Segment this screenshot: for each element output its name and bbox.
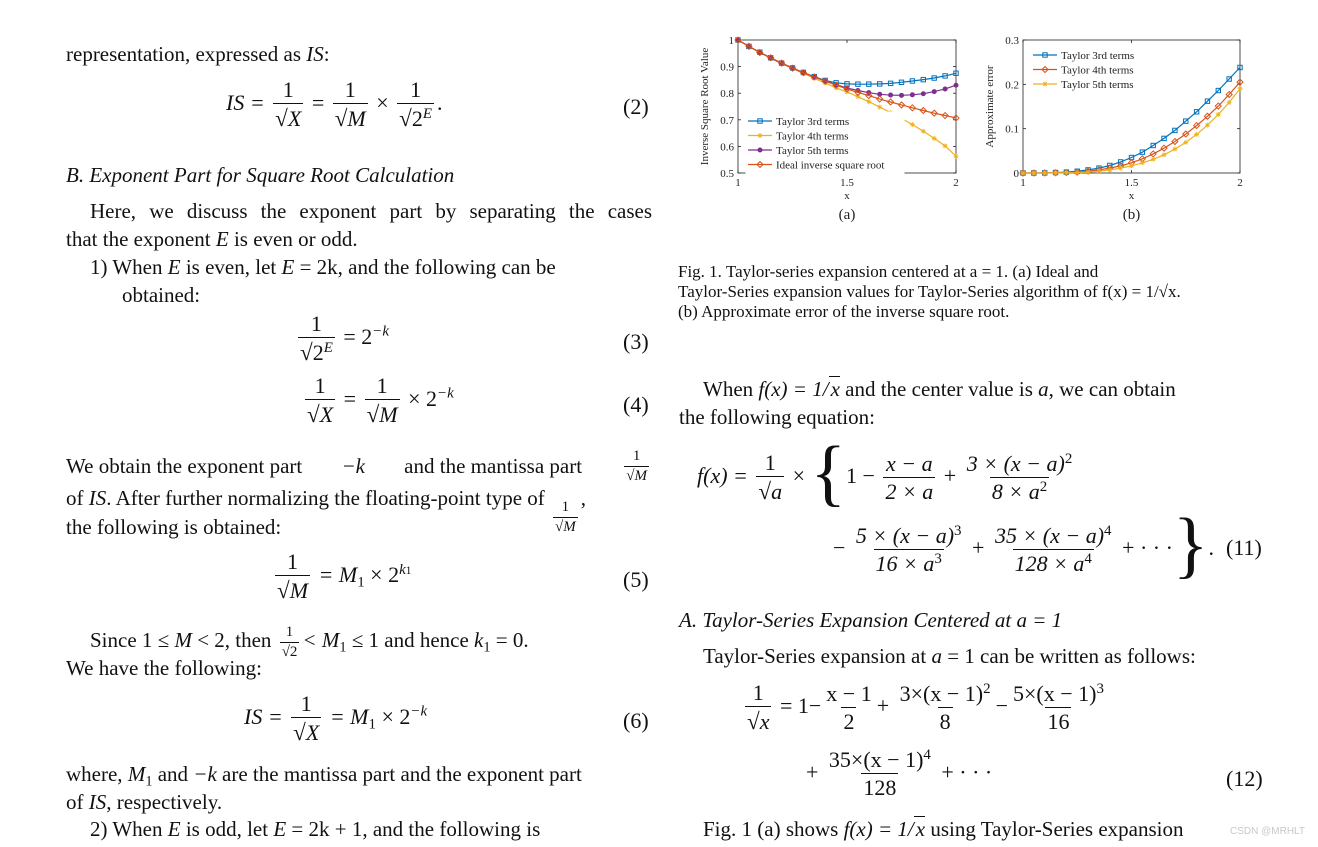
equation-12-label: (12) bbox=[1226, 766, 1263, 791]
y-tick-label: 1 bbox=[728, 35, 734, 47]
chart-panel-b bbox=[984, 35, 1243, 223]
y-axis-label: Approximate error bbox=[984, 65, 996, 148]
equation-11-label: (11) bbox=[1226, 535, 1262, 560]
item1-line1: 1) When E is even, let E = 2k, and the following can be bbox=[90, 255, 556, 279]
equation-12-line1: $\frac{1}{√x}$ = 1− $\frac{x - 1}{2}$ + $\frac{3\times(x - 1)^2}{8}$ − $\frac{5\times(x - 1)^3}{16}$ bbox=[747, 680, 1104, 735]
y-tick-label: 0.2 bbox=[1005, 79, 1019, 92]
y-tick-label: 0.9 bbox=[720, 61, 734, 74]
x-axis-label: x bbox=[844, 190, 850, 202]
data-point bbox=[1140, 160, 1145, 165]
data-point bbox=[1129, 163, 1134, 168]
legend-label: Ideal inverse square root bbox=[776, 159, 885, 172]
data-point bbox=[1064, 170, 1069, 175]
data-point bbox=[921, 92, 925, 96]
legend-label: Taylor 3rd terms bbox=[1061, 50, 1135, 62]
x-tick-label: 1.5 bbox=[840, 177, 854, 189]
data-point bbox=[866, 99, 871, 104]
data-point bbox=[889, 93, 893, 97]
para2-line2: of IS. After further normalizing the floating-point type of $\frac{1}{√M}$ , bbox=[66, 486, 587, 535]
equation-6-label: (6) bbox=[623, 708, 649, 733]
data-point bbox=[1021, 171, 1026, 176]
y-tick-label: 0.1 bbox=[1005, 123, 1019, 136]
data-point bbox=[1096, 169, 1101, 174]
equation-4: $\frac{1}{√X}$ = $\frac{1}{√M}$ × $2^{-k}$ bbox=[307, 373, 454, 428]
equation-2-label: (2) bbox=[623, 94, 649, 119]
legend-marker bbox=[758, 148, 762, 152]
equation-2: IS = $\frac{1}{√X}$ = $\frac{1}{√M}$ × $\frac{1}{√2^E}$ . bbox=[226, 77, 443, 132]
y-axis-label: Inverse Square Root Value bbox=[699, 47, 711, 166]
y-tick-label: 0.3 bbox=[1005, 35, 1019, 47]
equation-11-line2: − $\frac{5 \times (x - a)^3}{16 \times a^3}$ + $\frac{35 \times (x - a)^4}{128 \times a^4}$ + · · ·}. bbox=[833, 504, 1214, 586]
data-point bbox=[921, 129, 926, 134]
data-point bbox=[1031, 171, 1036, 176]
intro-line: representation, expressed as IS: bbox=[66, 42, 330, 66]
legend-label: Taylor 5th terms bbox=[776, 145, 849, 157]
data-point bbox=[932, 90, 936, 94]
right-para1-line2: the following equation: bbox=[679, 405, 875, 429]
section-a-heading: A. Taylor-Series Expansion Centered at a = 1 bbox=[679, 608, 1063, 632]
data-point bbox=[1053, 170, 1058, 175]
data-point bbox=[910, 122, 915, 127]
x-tick-label: 2 bbox=[953, 177, 959, 189]
series-line bbox=[738, 40, 956, 118]
figure-caption-line1: Fig. 1. Taylor-series expansion centered at a = 1. (a) Ideal and bbox=[678, 262, 1099, 281]
watermark: CSDN @MRHLT bbox=[1230, 826, 1305, 837]
data-point bbox=[1075, 170, 1080, 175]
para3-line1: Since 1 ≤ M < 2, then $\frac{1}{√2}$ < $M_1 \le 1$ and hence $k_1 = 0$. bbox=[90, 624, 529, 660]
data-point bbox=[877, 105, 882, 110]
figure-caption-line3: (b) Approximate error of the inverse square root. bbox=[678, 302, 1010, 321]
legend-label: Taylor 4th terms bbox=[1061, 64, 1134, 77]
figure-1 bbox=[676, 28, 1276, 248]
y-tick-label: 0 bbox=[1013, 168, 1019, 180]
data-point bbox=[1216, 112, 1221, 117]
data-point bbox=[954, 83, 958, 87]
para1-line2: that the exponent E is even or odd. bbox=[66, 227, 358, 251]
x-tick-label: 1 bbox=[735, 177, 741, 189]
equation-3: $\frac{1}{√2^E}$ = $2^{-k}$ bbox=[300, 311, 389, 366]
y-tick-label: 0.6 bbox=[720, 141, 734, 154]
data-point bbox=[1194, 132, 1199, 137]
data-point bbox=[943, 87, 947, 91]
section-b-heading: B. Exponent Part for Square Root Calculation bbox=[66, 163, 455, 187]
y-tick-label: 0.5 bbox=[720, 168, 734, 180]
legend-label: Taylor 4th terms bbox=[776, 130, 849, 143]
data-point bbox=[1107, 167, 1112, 172]
para4-line2: of IS, respectively. bbox=[66, 790, 223, 814]
item2-line1: 2) When E is odd, let E = 2k + 1, and the following is bbox=[90, 817, 541, 841]
para1-line1: Here, we discuss the exponent part by separating the cases bbox=[90, 199, 652, 223]
x-axis-label: x bbox=[1128, 190, 1135, 202]
equation-11-line1: f(x) = $\frac{1}{√a}$ × {1 − $\frac{x - a}{2 \times a}$ + $\frac{3 \times (x - a)^2}{8 \times a^2}$ bbox=[697, 432, 1073, 514]
data-point bbox=[1227, 100, 1232, 105]
data-point bbox=[1042, 171, 1047, 176]
equation-3-label: (3) bbox=[623, 329, 649, 354]
data-point bbox=[1162, 152, 1167, 157]
equation-5: $\frac{1}{√M}$ = $M_1 \times 2^{k1}$ bbox=[277, 549, 412, 604]
legend-label: Taylor 5th terms bbox=[1061, 79, 1134, 91]
right-para3: Fig. 1 (a) shows f(x) = 1/x using Taylor-Series expansion bbox=[703, 817, 1184, 841]
data-point bbox=[1151, 157, 1156, 162]
x-tick-label: 1.5 bbox=[1124, 177, 1139, 189]
x-tick-label: 1 bbox=[1020, 177, 1026, 189]
equation-4-label: (4) bbox=[623, 392, 649, 417]
y-tick-label: 0.7 bbox=[720, 114, 734, 127]
panel-label: (b) bbox=[1122, 207, 1141, 223]
legend-marker bbox=[758, 133, 763, 138]
right-para1-line1: When f(x) = 1/x and the center value is a, we can obtain bbox=[703, 377, 1176, 401]
para2-line3: the following is obtained: bbox=[66, 515, 282, 539]
figure-caption-line2: Taylor-Series expansion values for Taylor-Series algorithm of f(x) = 1/√x. bbox=[678, 282, 1181, 301]
legend-marker bbox=[1043, 82, 1048, 87]
y-tick-label: 0.8 bbox=[720, 88, 734, 101]
data-point bbox=[1172, 147, 1177, 152]
para4-line1: where, $M_1$ and −k are the mantissa part and the exponent part bbox=[66, 762, 582, 790]
chart-panel-a bbox=[699, 35, 959, 223]
para3-line2: We have the following: bbox=[66, 656, 263, 680]
data-point bbox=[1238, 86, 1243, 91]
data-point bbox=[1205, 123, 1210, 128]
x-tick-label: 2 bbox=[1237, 177, 1243, 189]
item1-line2: obtained: bbox=[122, 283, 201, 307]
data-point bbox=[954, 154, 959, 159]
data-point bbox=[1086, 170, 1091, 175]
panel-label: (a) bbox=[838, 207, 856, 223]
legend-label: Taylor 3rd terms bbox=[776, 116, 850, 128]
data-point bbox=[900, 93, 904, 97]
data-point bbox=[1118, 166, 1123, 171]
equation-12-line2: + $\frac{35\times(x - 1)^4}{128}$ + · · · bbox=[806, 746, 993, 801]
data-point bbox=[943, 143, 948, 148]
data-point bbox=[932, 136, 937, 141]
data-point bbox=[1183, 140, 1188, 145]
para2-line1: We obtain the exponent part −k and the mantissa part $\frac{1}{√M}$ bbox=[66, 448, 647, 484]
equation-5-label: (5) bbox=[623, 567, 649, 592]
equation-6: IS = $\frac{1}{√X}$ = $M_1 \times 2^{-k}$ bbox=[244, 691, 428, 746]
right-para2: Taylor-Series expansion at a = 1 can be written as follows: bbox=[703, 644, 1196, 668]
data-point bbox=[910, 93, 914, 97]
